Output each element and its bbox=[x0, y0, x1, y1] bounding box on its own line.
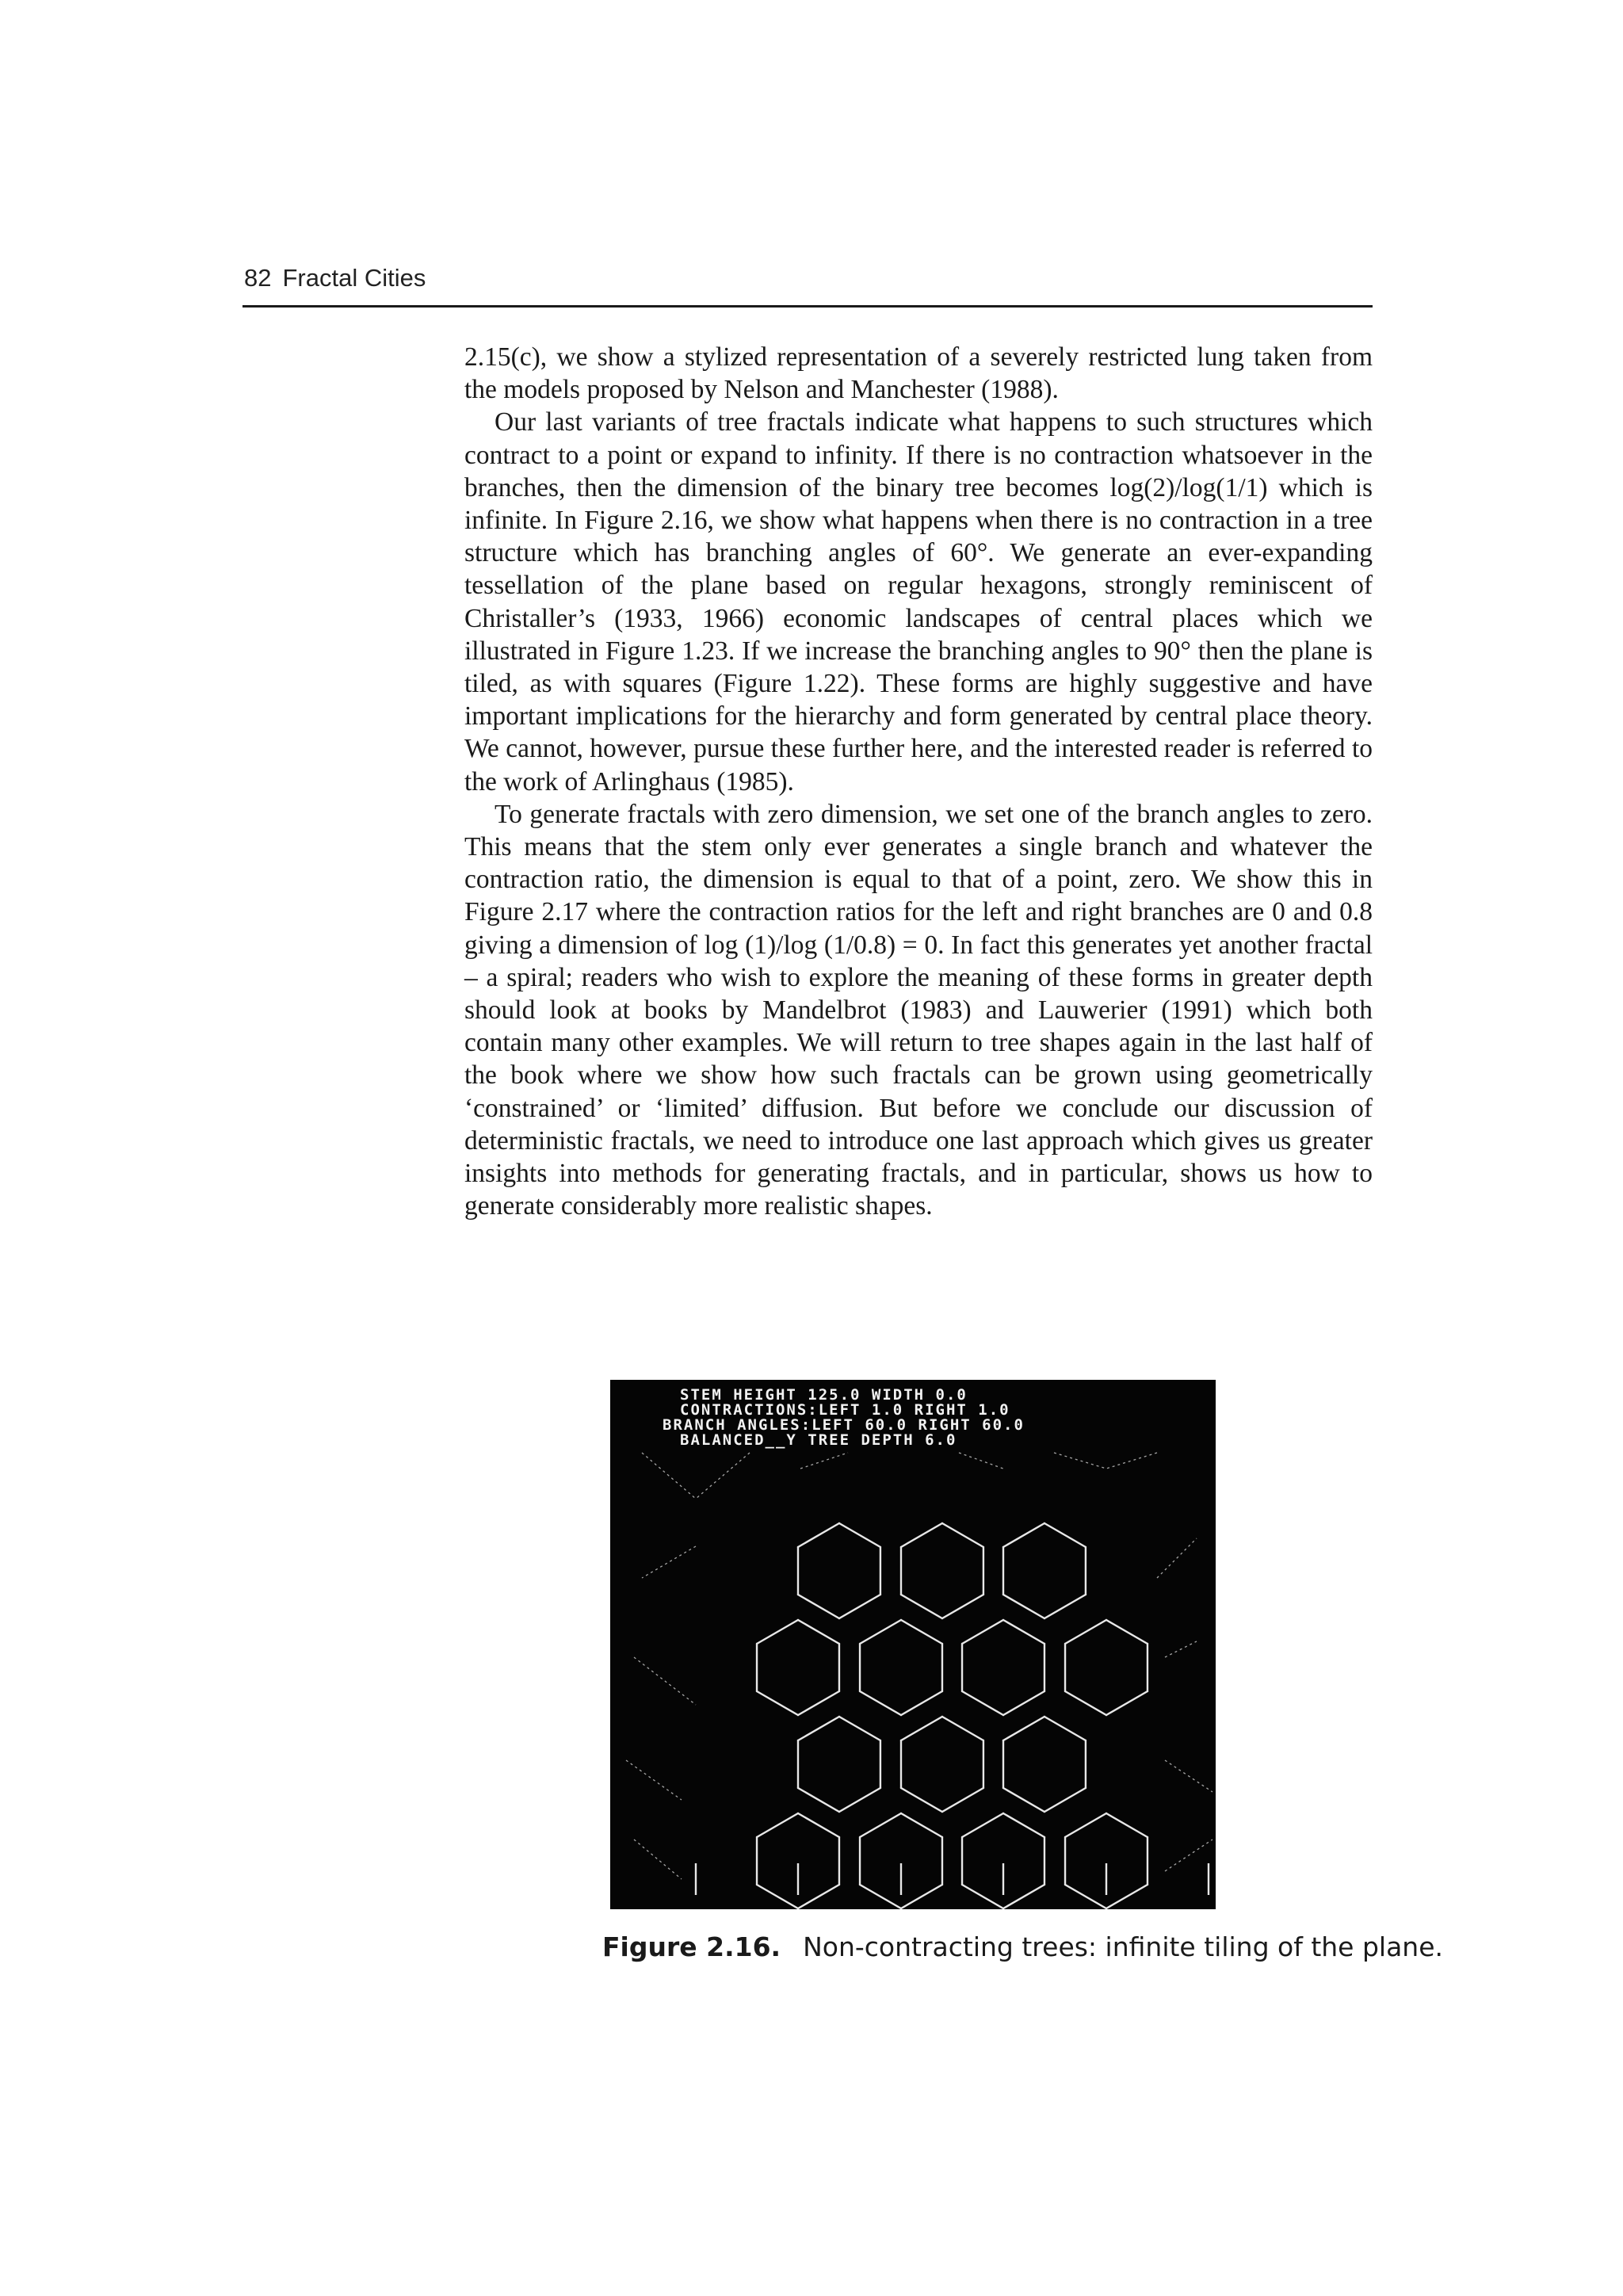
faint-outer-branch bbox=[959, 1453, 1003, 1469]
paragraph-2: Our last variants of tree fractals indicate what happens to such structures which contract to a point or expand to infinity. If there is no contraction whatsoever in the branches, then the dimension of the binary tree becomes log(2)/log(1/1) which is infinite. In Figure 2.16, we show what happens when there is no contraction in a tree structure which has branching angles of 60°. We generate an ever-expanding tessellation of the plane based on regular hexagons, strongly reminiscent of Christaller’s (1933, 1966) economic landscapes of central places which we illustrated in Figure 1.23. If we increase the branching angles to 90° then the plane is tiled, as with squares (Figure 1.22). These forms are highly suggestive and have important implications for the hierarchy and form generated by central place theory. We cannot, however, pursue these further here, and the interested reader is referred to the work of Arlinghaus (1985). bbox=[464, 407, 1373, 797]
faint-outer-branch bbox=[696, 1453, 750, 1499]
hexagon-edge bbox=[1044, 1523, 1086, 1547]
faint-outer-branch bbox=[634, 1839, 682, 1879]
screen-line-stem-height: STEM HEIGHT 125.0 WIDTH 0.0 bbox=[680, 1386, 968, 1404]
faint-outer-branch bbox=[1157, 1538, 1197, 1578]
running-head bbox=[244, 264, 426, 292]
screen-line-balanced-depth: BALANCED__Y TREE DEPTH 6.0 bbox=[680, 1431, 957, 1449]
hexagon-edge bbox=[901, 1691, 942, 1715]
hexagon-edge bbox=[1065, 1620, 1106, 1644]
faint-outer-branch bbox=[1054, 1453, 1106, 1469]
faint-outer-branch bbox=[800, 1453, 848, 1469]
hexagon-edge bbox=[860, 1620, 901, 1644]
hexagon-edge bbox=[962, 1620, 1003, 1644]
hexagon-edge bbox=[798, 1620, 839, 1644]
faint-outer-branch bbox=[1165, 1641, 1197, 1657]
hexagon-edge bbox=[798, 1717, 839, 1740]
hexagon-edge bbox=[962, 1691, 1003, 1715]
hexagon-edge bbox=[798, 1813, 839, 1837]
hexagon-edge bbox=[901, 1788, 942, 1812]
faint-outer-branch bbox=[626, 1760, 682, 1800]
faint-outer-branch bbox=[642, 1546, 696, 1578]
caption-label: Figure 2.16. bbox=[602, 1931, 781, 1962]
hexagon-edge bbox=[1003, 1620, 1044, 1644]
hexagon-edge bbox=[1044, 1595, 1086, 1618]
hexagon-edge bbox=[1003, 1595, 1044, 1618]
faint-outer-branch bbox=[1165, 1760, 1212, 1792]
figure-hexagonal-tree bbox=[610, 1380, 1216, 1909]
screen-line-contractions: CONTRACTIONS:LEFT 1.0 RIGHT 1.0 bbox=[680, 1401, 1010, 1419]
hexagon-edge bbox=[962, 1813, 1003, 1837]
hexagon-edge bbox=[1065, 1885, 1106, 1908]
hexagon-tree-drawing bbox=[610, 1380, 1216, 1909]
hexagon-edge bbox=[962, 1885, 1003, 1908]
hexagon-edge bbox=[839, 1595, 880, 1618]
hexagon-edge bbox=[1044, 1717, 1086, 1740]
hexagon-edge bbox=[1003, 1788, 1044, 1812]
faint-outer-branch bbox=[1106, 1453, 1157, 1469]
hexagon-edge bbox=[942, 1717, 983, 1740]
hexagon-edge bbox=[860, 1885, 901, 1908]
hexagon-edge bbox=[757, 1620, 798, 1644]
hexagon-edge bbox=[798, 1691, 839, 1715]
hexagon-edge bbox=[1106, 1813, 1148, 1837]
hexagon-edge bbox=[1044, 1788, 1086, 1812]
hexagon-edge bbox=[1065, 1691, 1106, 1715]
hexagon-edge bbox=[942, 1523, 983, 1547]
paragraph-1: 2.15(c), we show a stylized representation of a severely restricted lung taken from the models proposed by Nelson and Manchester (1988). bbox=[464, 342, 1373, 405]
hexagon-edge bbox=[757, 1813, 798, 1837]
hexagon-edge bbox=[798, 1595, 839, 1618]
hexagon-edge bbox=[901, 1717, 942, 1740]
hexagon-edge bbox=[839, 1523, 880, 1547]
page-number: 82 bbox=[244, 264, 272, 292]
faint-outer-branch bbox=[1165, 1839, 1212, 1871]
hexagon-edge bbox=[901, 1523, 942, 1547]
hexagon-edge bbox=[1065, 1813, 1106, 1837]
faint-outer-branch bbox=[634, 1657, 696, 1705]
hexagon-edge bbox=[942, 1788, 983, 1812]
header-rule bbox=[242, 305, 1373, 308]
running-head-title: Fractal Cities bbox=[282, 264, 426, 292]
hexagon-edge bbox=[860, 1813, 901, 1837]
hexagon-edge bbox=[839, 1717, 880, 1740]
hexagon-edge bbox=[1003, 1885, 1044, 1908]
hexagon-edge bbox=[901, 1620, 942, 1644]
hexagon-edge bbox=[1003, 1717, 1044, 1740]
hexagon-edge bbox=[1106, 1691, 1148, 1715]
hexagon-edge bbox=[839, 1788, 880, 1812]
caption-text: Non-contracting trees: infinite tiling of the plane. bbox=[803, 1931, 1444, 1962]
hexagon-edge bbox=[798, 1788, 839, 1812]
faint-outer-branch bbox=[642, 1453, 696, 1499]
hexagon-edge bbox=[1003, 1813, 1044, 1837]
hexagon-edge bbox=[901, 1595, 942, 1618]
hexagon-edge bbox=[798, 1523, 839, 1547]
figure-caption bbox=[602, 1931, 1443, 1962]
hexagon-edge bbox=[1106, 1620, 1148, 1644]
hexagon-edge bbox=[942, 1595, 983, 1618]
hexagon-edge bbox=[860, 1691, 901, 1715]
hexagon-edge bbox=[1003, 1523, 1044, 1547]
hexagon-edge bbox=[1003, 1691, 1044, 1715]
hexagon-edge bbox=[1106, 1885, 1148, 1908]
hexagon-edge bbox=[798, 1885, 839, 1908]
hexagon-edge bbox=[757, 1885, 798, 1908]
hexagon-edge bbox=[901, 1885, 942, 1908]
screen-line-branch-angles: BRANCH ANGLES:LEFT 60.0 RIGHT 60.0 bbox=[663, 1416, 1025, 1434]
paragraph-3: To generate fractals with zero dimension, we set one of the branch angles to zero. This means that the stem only ever generates a single branch and whatever the contraction ratio, the dimension is equal to that of a point, zero. We show this in Figure 2.17 where the contraction ratios for the left and right branches are 0 and 0.8 giving a dimension of log (1)/log (1/0.8) = 0. In fact this generates yet another fractal – a spiral; readers who wish to explore the meaning of these forms in greater depth should look at books by Mandelbrot (1983) and Lauwerier (1991) which both contain many other examples. We will return to tree shapes again in the last half of the book where we show how such fractals can be grown using geometrically ‘constrained’ or ‘limited’ diffusion. But before we conclude our discussion of deterministic fractals, we need to introduce one last approach which gives us greater insights into methods for generating fractals, and in particular, shows us how to generate considerably more realistic shapes. bbox=[464, 799, 1373, 1221]
hexagon-edge bbox=[757, 1691, 798, 1715]
hexagon-edge bbox=[901, 1813, 942, 1837]
body-text bbox=[464, 341, 1373, 1222]
